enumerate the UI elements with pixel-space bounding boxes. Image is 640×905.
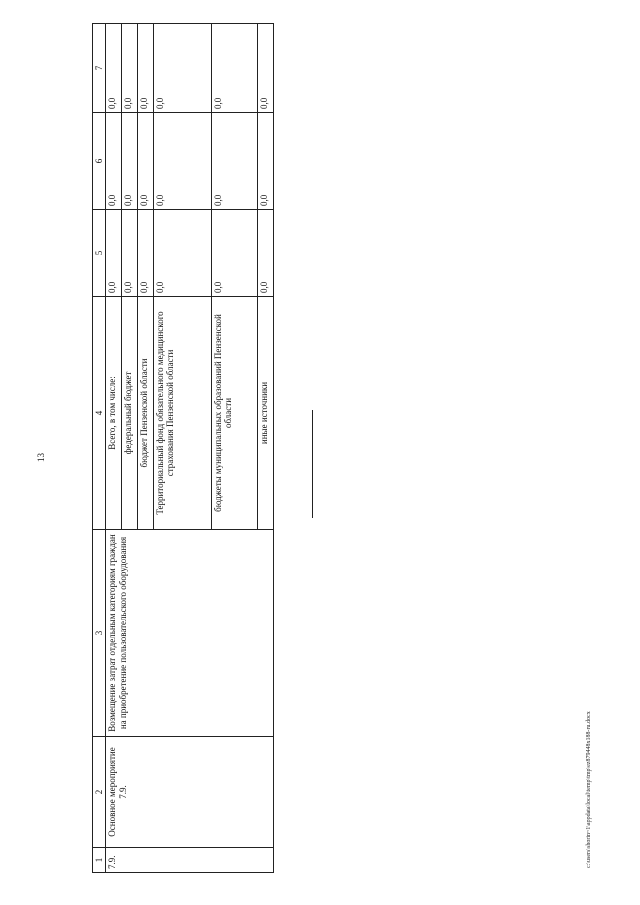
value-col-7: 0,0	[154, 24, 212, 113]
signature-line	[312, 410, 313, 518]
header-col-3: 3	[93, 530, 106, 737]
value-col-6: 0,0	[154, 113, 212, 210]
page-number: 13	[36, 453, 46, 462]
value-col-5: 0,0	[106, 210, 122, 297]
value-col-5: 0,0	[154, 210, 212, 297]
source-name-cell: бюджеты муниципальных образований Пензенской области	[212, 297, 258, 530]
value-col-5: 0,0	[212, 210, 258, 297]
source-name-cell: федеральный бюджет	[122, 297, 138, 530]
value-col-6: 0,0	[138, 113, 154, 210]
value-col-7: 0,0	[138, 24, 154, 113]
value-col-5: 0,0	[258, 210, 274, 297]
header-col-6: 6	[93, 113, 106, 210]
source-name-cell: Территориальный фонд обязательного медицинского страхования Пензенской области	[154, 297, 212, 530]
value-col-5: 0,0	[122, 210, 138, 297]
value-col-5: 0,0	[138, 210, 154, 297]
value-col-6: 0,0	[122, 113, 138, 210]
source-name-cell: иные источники	[258, 297, 274, 530]
table-header-row	[93, 24, 106, 873]
header-col-5: 5	[93, 210, 106, 297]
value-col-7: 0,0	[122, 24, 138, 113]
value-col-6: 0,0	[258, 113, 274, 210]
header-col-2: 2	[93, 737, 106, 848]
value-col-6: 0,0	[212, 113, 258, 210]
event-name-cell: Основное мероприятие 7.9.	[106, 737, 274, 848]
source-name-cell: бюджет Пензенской области	[138, 297, 154, 530]
table-row	[106, 24, 122, 873]
value-col-6: 0,0	[106, 113, 122, 210]
source-name-cell: Всего, в том числе:	[106, 297, 122, 530]
value-col-7: 0,0	[258, 24, 274, 113]
header-col-1: 1	[93, 848, 106, 873]
description-cell: Возмещение затрат отдельным категориям граждан на приобретение пользовательского оборудования	[106, 530, 274, 737]
header-col-7: 7	[93, 24, 106, 113]
header-col-4: 4	[93, 297, 106, 530]
funding-table	[92, 23, 274, 873]
value-col-7: 0,0	[212, 24, 258, 113]
value-col-7: 0,0	[106, 24, 122, 113]
footer-file-path: c:\users\shorin~1\appdata\local\temp\tmp\ez879448x188-ru.docx	[586, 711, 592, 868]
row-number-cell: 7.9.	[106, 848, 274, 873]
rotated-table-container	[92, 23, 274, 873]
